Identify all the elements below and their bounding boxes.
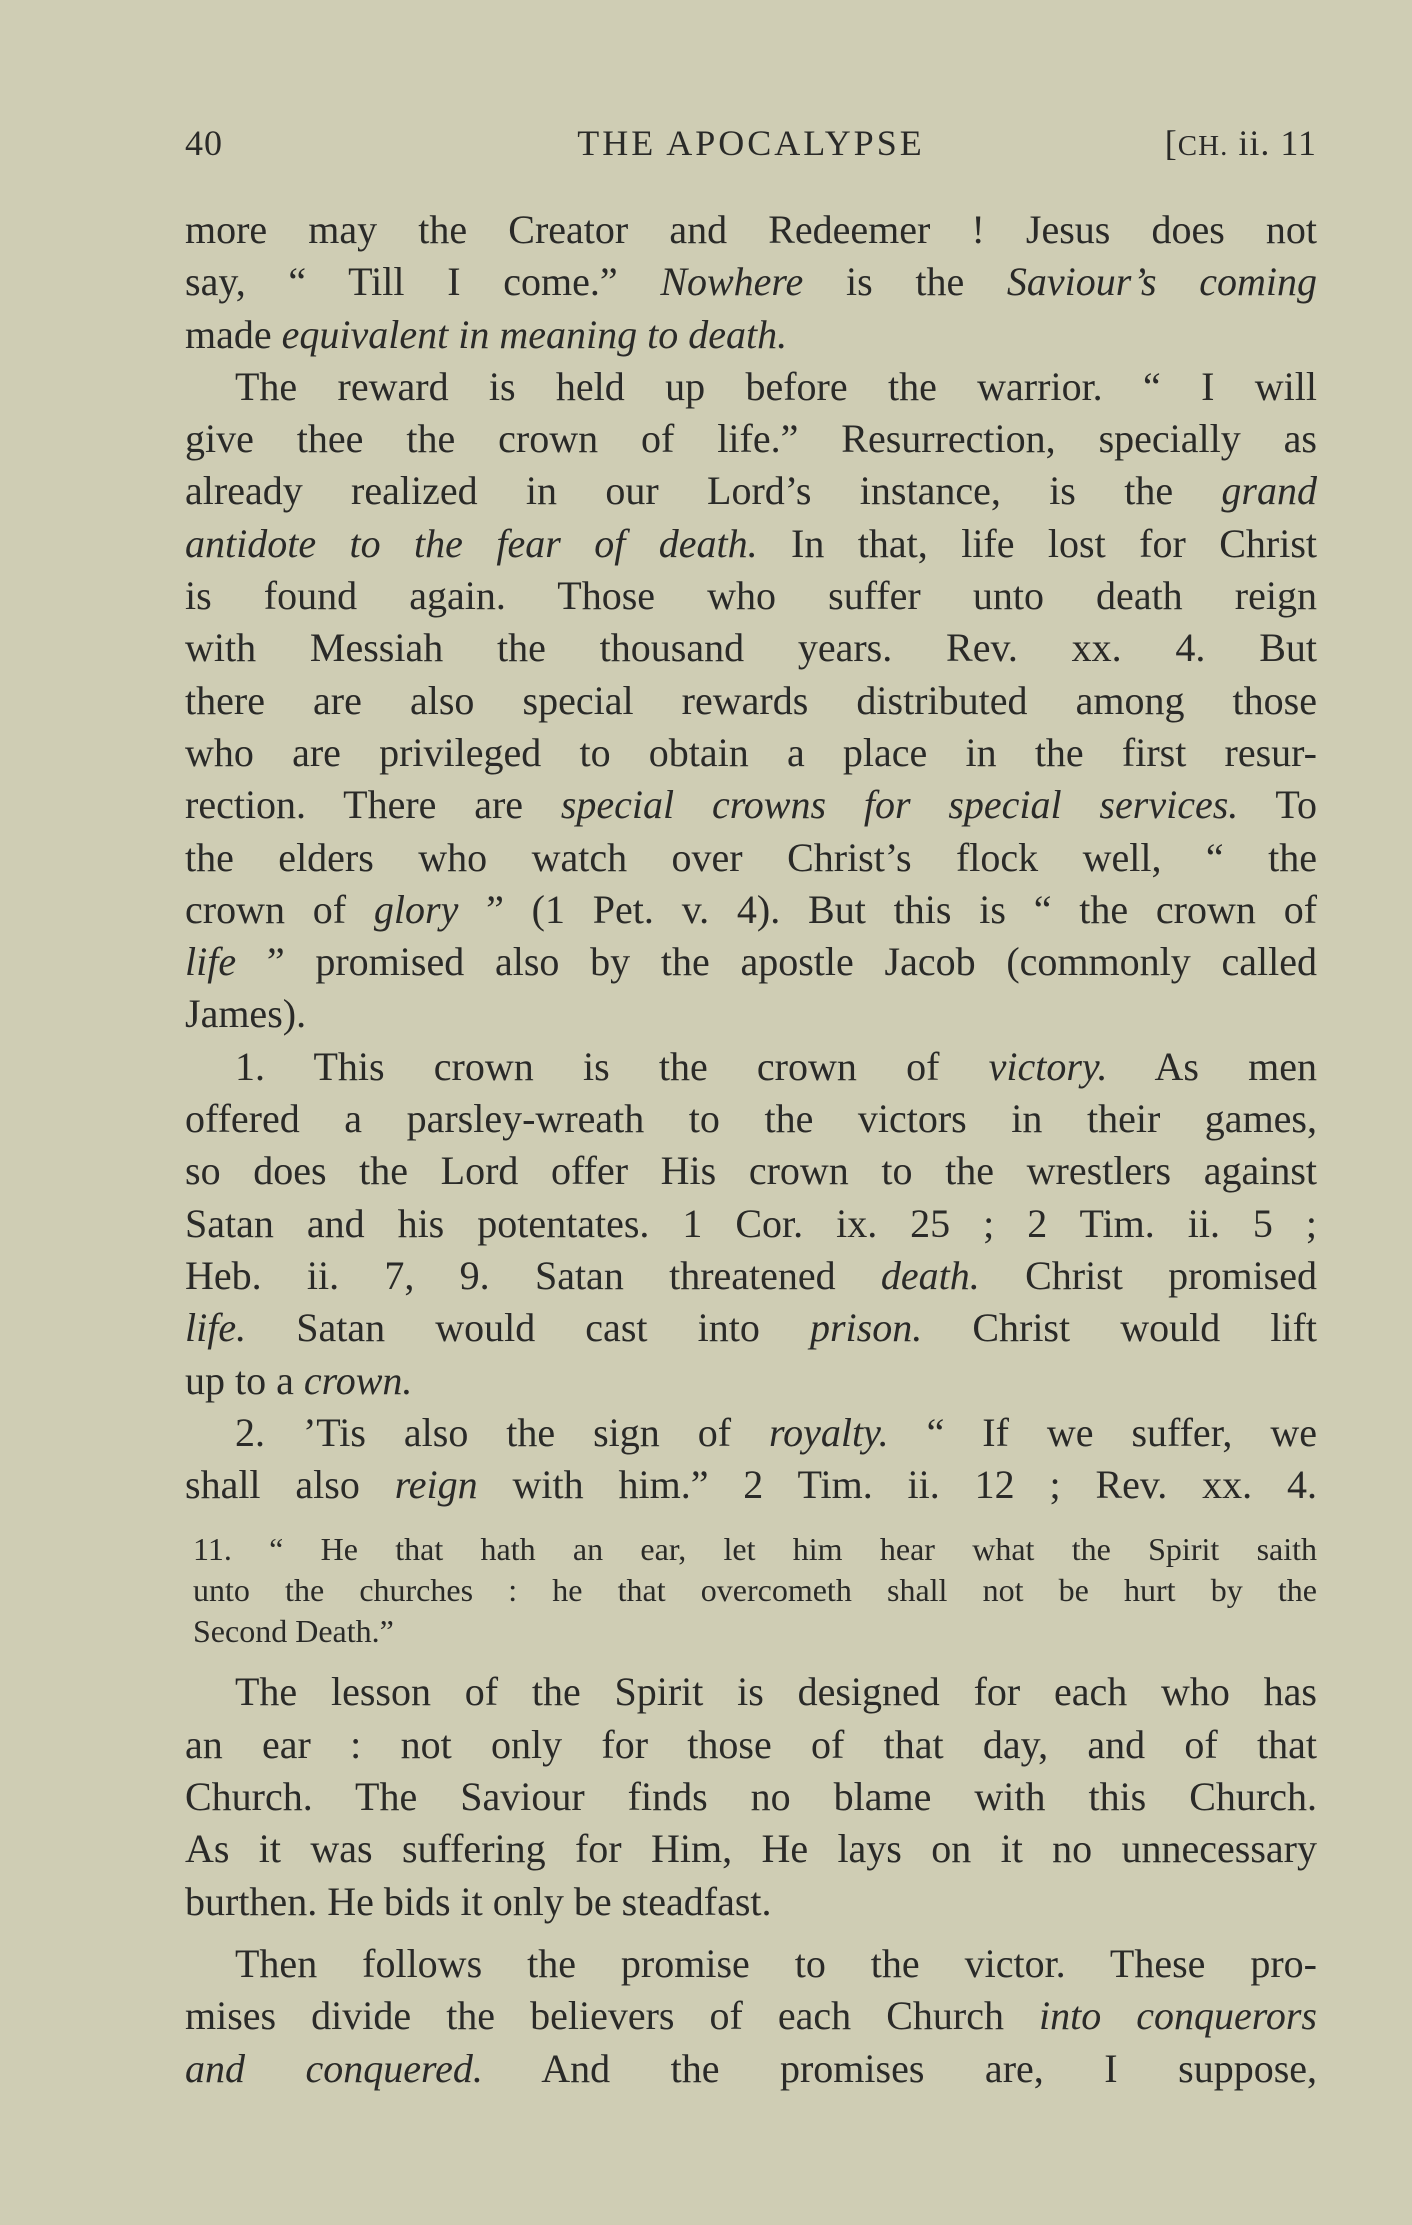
text-span: Satan would cast into — [246, 1305, 810, 1351]
text-line — [185, 1459, 1317, 1511]
text-span: In that, life lost for Christ — [757, 520, 1317, 566]
text-line: The lesson of the Spirit is designed for each who has — [235, 1669, 1317, 1715]
text-line: Then follows the promise to the victor. These pro- — [235, 1940, 1317, 1986]
text-line: an ear : not only for those of that day, and of that — [185, 1721, 1317, 1767]
text-line — [185, 1041, 1317, 1093]
italic-span: crown. — [303, 1357, 413, 1403]
text-span: Heb. ii. 7, 9. Satan threatened — [185, 1252, 881, 1298]
verse-line: unto the churches : he that overcometh shall not be hurt by the — [193, 1572, 1317, 1609]
italic-span: life — [185, 939, 237, 985]
italic-span: prison. — [809, 1305, 923, 1351]
paragraph-5 — [185, 1666, 1317, 1927]
chapter-ref-abbrev: CH. — [1177, 130, 1229, 162]
text-span: And the promises are, I suppose, — [482, 2045, 1317, 2091]
scripture-verse — [185, 1529, 1317, 1652]
text-line — [185, 1407, 1317, 1459]
text-span: made — [185, 311, 282, 357]
text-span: Christ promised — [979, 1252, 1317, 1298]
text-line: is found again. Those who suffer unto death reign — [185, 573, 1317, 619]
italic-span: antidote to the fear of death. — [185, 520, 758, 566]
text-span: shall also — [185, 1462, 395, 1508]
text-span: with him.” 2 Tim. ii. 12 ; Rev. xx. 4. — [477, 1462, 1317, 1508]
verse-line: Second Death.” — [193, 1613, 394, 1650]
text-span: crown of — [185, 886, 374, 932]
text-span: ” (1 Pet. v. 4). But this is “ the crown of — [458, 886, 1317, 932]
italic-span: victory. — [988, 1043, 1108, 1089]
text-line: As it was suffering for Him, He lays on it no unnecessary — [185, 1826, 1317, 1872]
text-line — [185, 1302, 1317, 1354]
text-span: Christ would lift — [922, 1305, 1317, 1351]
page-header — [185, 122, 1317, 178]
text-line: offered a parsley-wreath to the victors in their games, — [185, 1096, 1317, 1142]
chapter-ref-bracket: [ — [1164, 123, 1178, 163]
chapter-ref-verse: ii. 11 — [1228, 123, 1317, 163]
italic-span: glory — [373, 886, 459, 932]
italic-span: life. — [185, 1305, 247, 1351]
text-line: James). — [185, 991, 307, 1037]
italic-span: Nowhere — [660, 259, 804, 305]
text-span: say, “ Till I come.” — [185, 259, 661, 305]
text-line: so does the Lord offer His crown to the wrestlers against — [185, 1148, 1317, 1194]
chapter-reference — [1165, 122, 1317, 164]
verse-line: 11. “ He that hath an ear, let him hear what the Spirit saith — [193, 1531, 1317, 1568]
running-title: THE APOCALYPSE — [577, 123, 925, 163]
text-line — [185, 884, 1317, 936]
paragraph-6 — [185, 1938, 1317, 2095]
text-span: is the — [803, 259, 1007, 305]
text-span: ” promised also by the apostle Jacob (commonly called — [236, 939, 1317, 985]
text-line — [185, 1250, 1317, 1302]
italic-span: reign — [394, 1462, 478, 1508]
text-span: As men — [1107, 1043, 1317, 1089]
italic-span: royalty. — [769, 1409, 889, 1455]
text-span: To — [1238, 782, 1317, 828]
text-span: already realized in our Lord’s instance, is the — [185, 468, 1222, 514]
text-span: 2. ’Tis also the sign of — [235, 1409, 770, 1455]
text-line — [185, 1355, 1317, 1407]
text-line — [185, 1990, 1317, 2042]
italic-span: into conquerors — [1039, 1993, 1317, 2039]
text-span: up to a — [185, 1357, 304, 1403]
italic-span: and conquered. — [185, 2045, 483, 2091]
text-line: who are privileged to obtain a place in the first resur- — [185, 729, 1317, 775]
italic-span: equivalent in meaning to death. — [281, 311, 788, 357]
text-span: rection. There are — [185, 782, 561, 828]
text-line: there are also special rewards distributed among those — [185, 677, 1317, 723]
text-line — [185, 518, 1317, 570]
italic-span: special crowns for special services. — [560, 782, 1239, 828]
text-line — [185, 2043, 1317, 2095]
italic-span: death. — [880, 1252, 980, 1298]
text-line: with Messiah the thousand years. Rev. xx. 4. But — [185, 625, 1317, 671]
italic-span: grand — [1221, 468, 1317, 514]
text-line — [185, 309, 1317, 361]
italic-span: Saviour’s coming — [1006, 259, 1317, 305]
text-line: Satan and his potentates. 1 Cor. ix. 25 ; 2 Tim. ii. 5 ; — [185, 1200, 1317, 1246]
paragraph-3 — [185, 1041, 1317, 1407]
page-number: 40 — [185, 123, 223, 163]
text-line — [185, 465, 1317, 517]
text-line: more may the Creator and Redeemer ! Jesus does not — [185, 207, 1317, 252]
text-line: The reward is held up before the warrior. “ I will — [235, 363, 1317, 409]
text-line: the elders who watch over Christ’s flock well, “ the — [185, 834, 1317, 880]
text-line: burthen. He bids it only be steadfast. — [185, 1878, 772, 1924]
text-span: mises divide the believers of each Church — [185, 1993, 1039, 2039]
text-line: give thee the crown of life.” Resurrection, specially as — [185, 416, 1317, 462]
text-span: “ If we suffer, we — [888, 1409, 1317, 1455]
text-line — [185, 256, 1317, 308]
text-span: 1. This crown is the crown of — [235, 1043, 989, 1089]
paragraph-4 — [185, 1407, 1317, 1512]
text-line: Church. The Saviour finds no blame with this Church. — [185, 1774, 1317, 1820]
text-line — [185, 779, 1317, 831]
paragraph-2 — [185, 361, 1317, 1041]
page-body — [185, 204, 1317, 2095]
text-line — [185, 936, 1317, 988]
paragraph-1 — [185, 204, 1317, 361]
